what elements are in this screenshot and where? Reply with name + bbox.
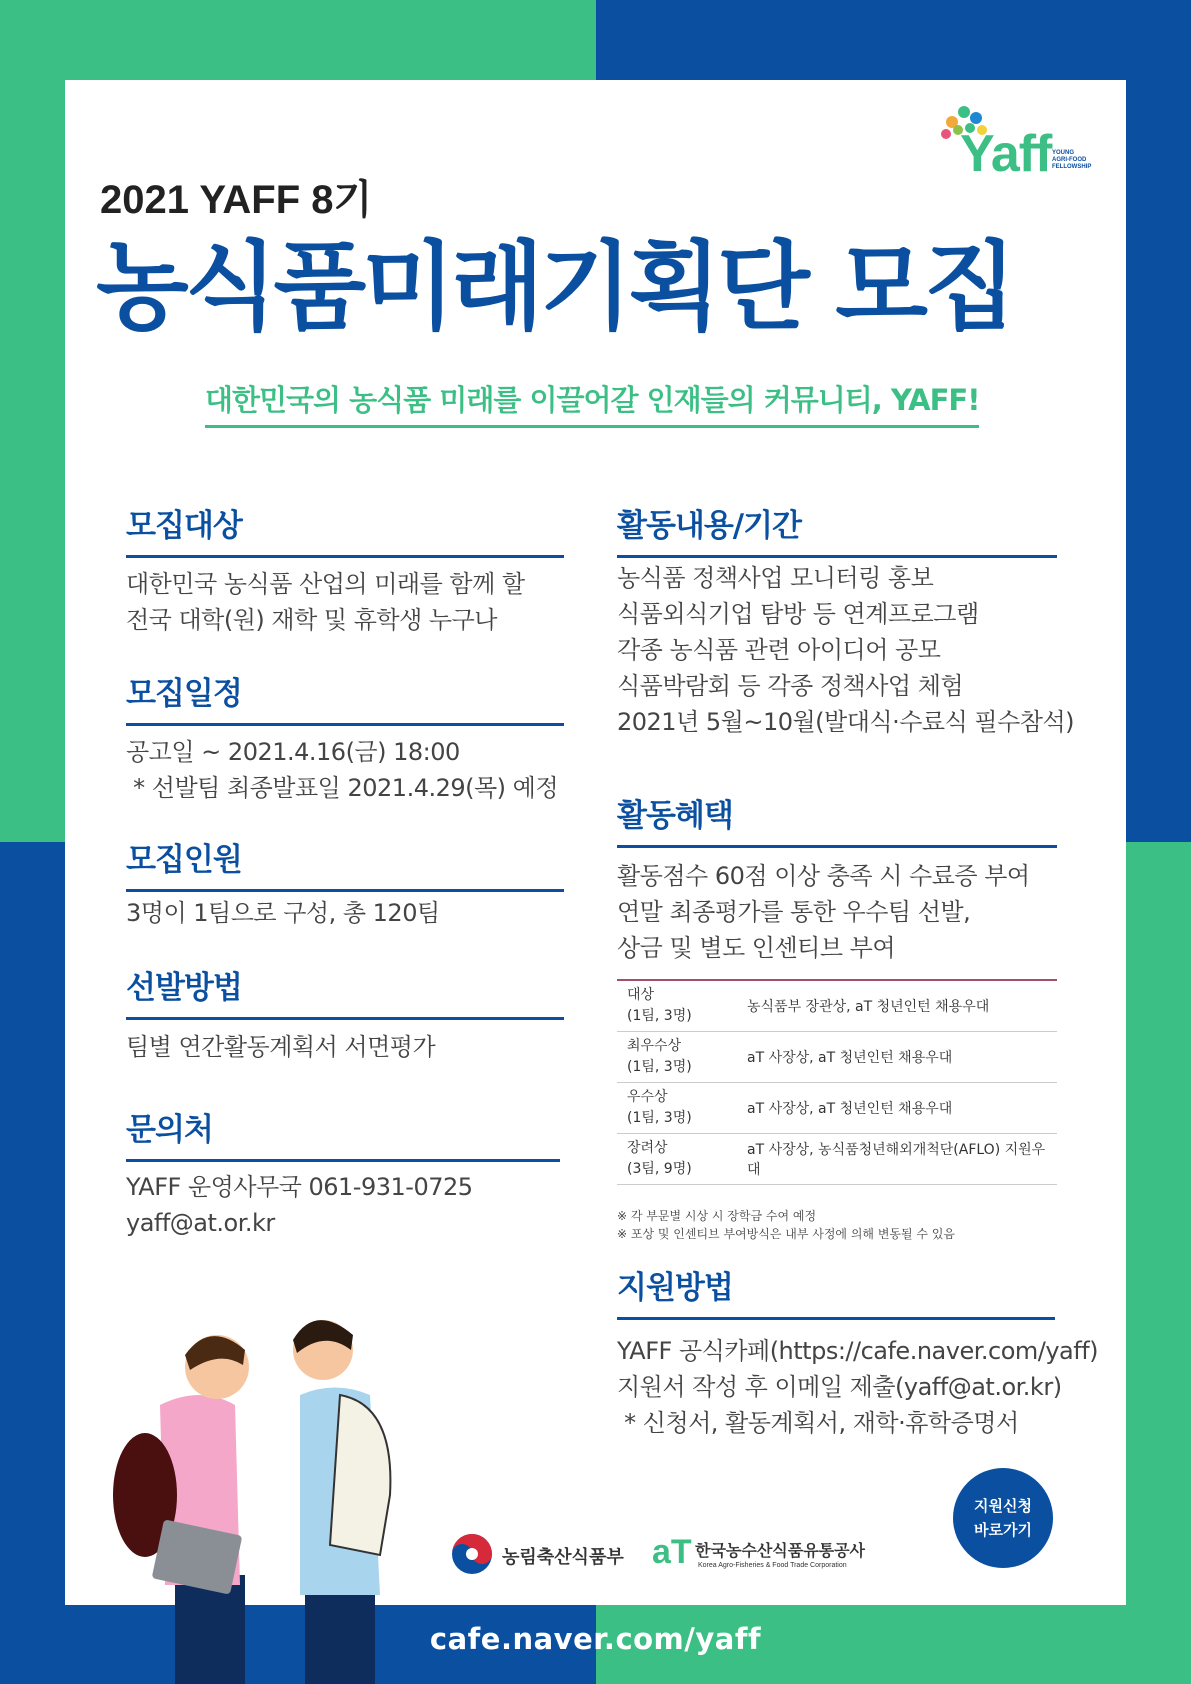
section-title-contact: 문의처 xyxy=(126,1104,560,1162)
section-title-target: 모집대상 xyxy=(126,500,564,558)
section-title-headcount: 모집인원 xyxy=(126,834,564,892)
poster-subtitle: 2021 YAFF 8기 xyxy=(100,178,373,222)
at-org-subname: Korea Agro-Fisheries & Food Trade Corporation xyxy=(698,1562,847,1569)
section-body-activities: 농식품 정책사업 모니터링 홍보 식품외식기업 탐방 등 연계프로그램 각종 농식품 관련 아이디어 공모 식품박람회 등 각종 정책사업 체험 2021년 5월~10월(발대식·수료식 필수참석) xyxy=(617,564,1075,736)
award-rank: 대상 (1팀, 3명) xyxy=(617,980,737,1032)
award-rank: 최우수상 (1팀, 3명) xyxy=(617,1032,737,1083)
at-org-name: 한국농수산식품유통공사 xyxy=(695,1541,866,1560)
award-rank: 장려상 (3팀, 9명) xyxy=(617,1134,737,1185)
poster-title: 농식품미래기획단 모집 xyxy=(96,231,1013,343)
section-title-apply: 지원방법 xyxy=(617,1262,1055,1320)
at-logo-mark: aT xyxy=(652,1533,692,1571)
ministry-name: 농림축산식품부 xyxy=(502,1547,624,1568)
section-body-schedule: 공고일 ~ 2021.4.16(금) 18:00 * 선발팀 최종발표일 2021.4.29(목) 예정 xyxy=(126,738,559,802)
section-title-benefits: 활동혜택 xyxy=(617,790,1057,848)
awards-note: ※ 각 부문별 시상 시 장학금 수여 예정 xyxy=(617,1209,817,1223)
awards-table xyxy=(617,979,1057,1185)
table-row xyxy=(617,1134,1057,1185)
section-body-headcount: 3명이 1팀으로 구성, 총 120팀 xyxy=(126,899,440,927)
section-body-selection: 팀별 연간활동계획서 서면평가 xyxy=(126,1033,436,1061)
section-body-contact: YAFF 운영사무국 061-931-0725 yaff@at.or.kr xyxy=(126,1173,473,1237)
yaff-logo-subtext: YOUNG AGRI-FOOD FELLOWSHIP xyxy=(1052,150,1092,170)
table-row xyxy=(617,980,1057,1032)
poster-tagline: 대한민국의 농식품 미래를 이끌어갈 인재들의 커뮤니티, YAFF! xyxy=(205,378,979,428)
section-body-benefits: 활동점수 60점 이상 충족 시 수료증 부여 연말 최종평가를 통한 우수팀 선발, 상금 및 별도 인센티브 부여 xyxy=(617,862,1030,962)
section-body-target: 대한민국 농식품 산업의 미래를 함께 할 전국 대학(원) 재학 및 휴학생 누구나 xyxy=(126,570,525,634)
awards-note: ※ 포상 및 인센티브 부여방식은 내부 사정에 의해 변동될 수 있음 xyxy=(617,1227,956,1241)
table-row xyxy=(617,1083,1057,1134)
section-body-apply: YAFF 공식카페(https://cafe.naver.com/yaff) 지원서 작성 후 이메일 제출(yaff@at.or.kr) * 신청서, 활동계획서, 재학·휴학증명서 xyxy=(617,1337,1099,1437)
award-prize: aT 사장상, aT 청년인턴 채용우대 xyxy=(737,1083,1057,1134)
award-prize: aT 사장상, aT 청년인턴 채용우대 xyxy=(737,1032,1057,1083)
apply-now-button[interactable]: 지원신청 바로가기 xyxy=(953,1468,1053,1568)
award-rank: 우수상 (1팀, 3명) xyxy=(617,1083,737,1134)
section-title-selection: 선발방법 xyxy=(126,962,564,1020)
award-prize: 농식품부 장관상, aT 청년인턴 채용우대 xyxy=(737,980,1057,1032)
section-title-schedule: 모집일정 xyxy=(126,668,564,726)
ministry-emblem-icon xyxy=(450,1532,494,1576)
table-row xyxy=(617,1032,1057,1083)
award-prize: aT 사장상, 농식품청년해외개척단(AFLO) 지원우대 xyxy=(737,1134,1057,1185)
section-title-activities: 활동내용/기간 xyxy=(617,500,1057,558)
footer-url[interactable]: cafe.naver.com/yaff xyxy=(429,1622,762,1656)
yaff-logo-text: Yaff xyxy=(960,125,1052,183)
